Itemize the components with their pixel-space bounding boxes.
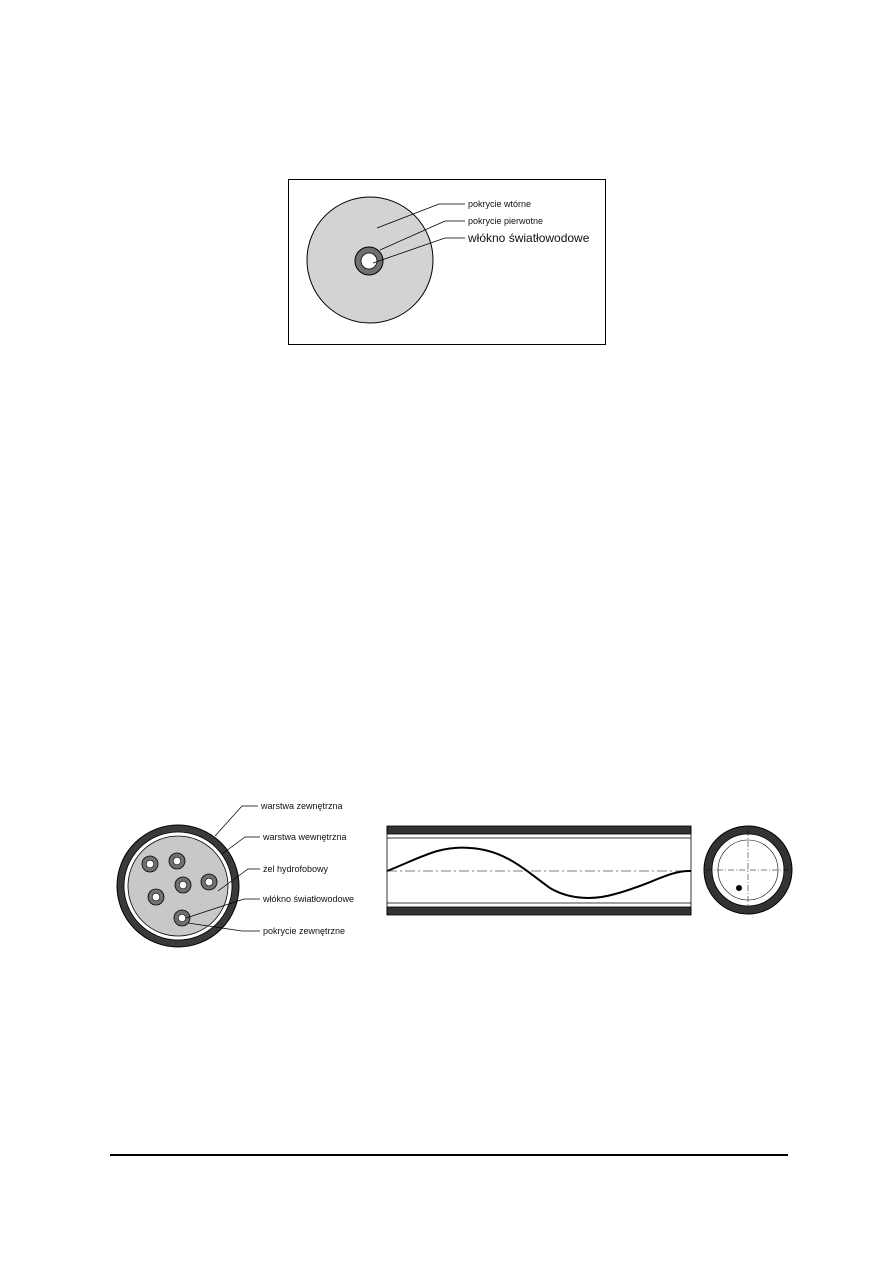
loose-tube-cable-figure [110,790,810,965]
loose-tube-cable-diagram [110,790,810,965]
label-inner-layer: warstwa wewnętrzna [263,832,347,842]
fiber-6 [174,910,190,926]
leader-outer-layer [215,806,258,836]
label-optical-fiber: włókno światłowodowe [263,894,355,904]
fiber-cross-section-figure [288,179,606,345]
cable-cross-section [117,801,354,947]
fiber-4 [201,874,217,890]
fiber-excess-length-curve [387,848,691,898]
tube-cross-section [704,826,792,914]
fiber-3 [175,877,191,893]
fiber-5 [148,889,164,905]
tube-longitudinal-view [387,826,691,915]
label-secondary-coating: pokrycie wtórne [468,199,532,209]
label-outer-layer: warstwa zewnętrzna [261,801,343,811]
label-hydrophobic-gel: żel hydrofobowy [263,864,329,874]
footer-rule [110,1154,788,1156]
fiber-2 [169,853,185,869]
optical-fiber-core [361,253,377,269]
label-primary-coating: pokrycie pierwotne [468,216,544,226]
label-optical-fiber: włókno światłowodowe [468,231,590,245]
fiber-cross-section-diagram [289,180,605,344]
fiber-position-dot [736,885,742,891]
tube-top-wall [387,826,691,834]
fiber-1 [142,856,158,872]
tube-bottom-wall [387,907,691,915]
label-outer-coating: pokrycie zewnętrzne [263,926,346,936]
